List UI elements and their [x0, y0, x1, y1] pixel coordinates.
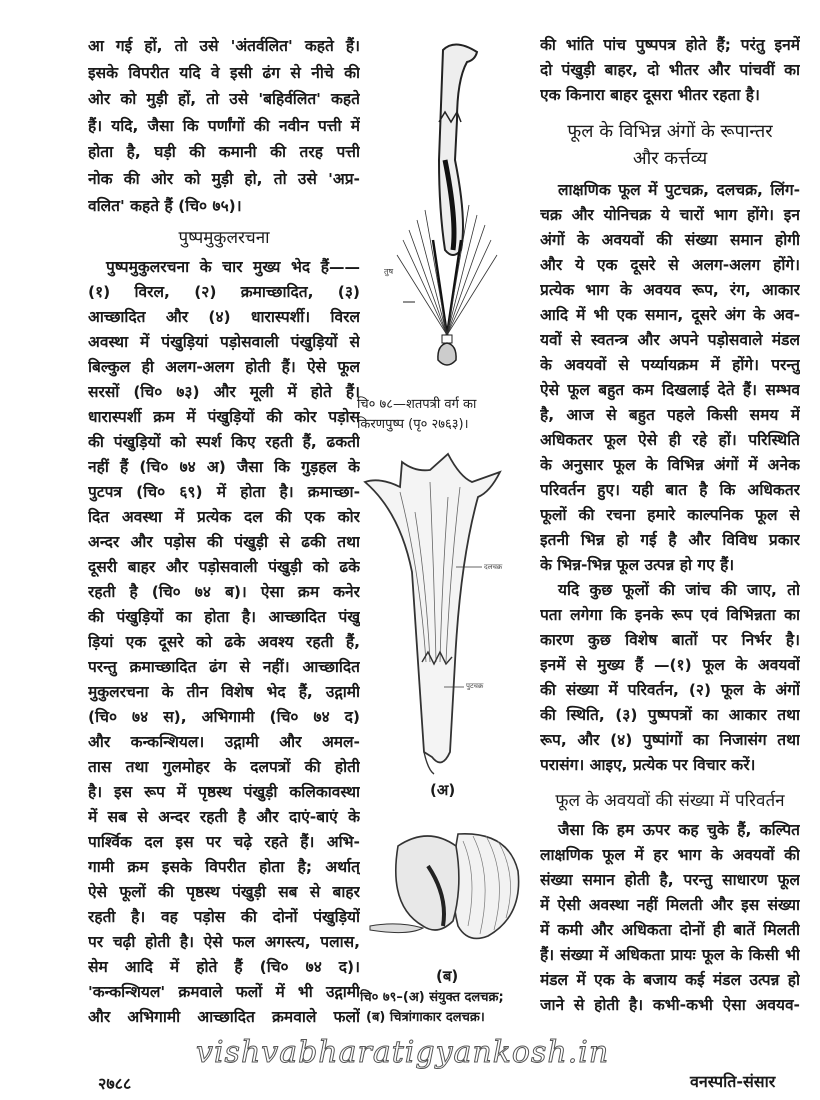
- text-line: सेम आदि में होते हैं (चि० ७४ द)।: [88, 958, 360, 977]
- text-line: (चि० ७४ स), अभिगामी (चि० ७४ द): [88, 708, 360, 727]
- text-line: वलित' कहते हैं (चि० ७५)।: [88, 196, 242, 215]
- text-line: मंडल में एक के बजाय कई मंडल उत्पन्न हो: [540, 971, 800, 989]
- text-line: परासंग। आइए, प्रत्येक पर विचार करें।: [540, 756, 756, 774]
- text-line: यदि कुछ फूलों की जांच की जाए, तो: [558, 581, 800, 599]
- text-line: एक किनारा बाहर दूसरा भीतर रहता है।: [540, 86, 760, 104]
- section-heading-number-change: फूल के अवयवों की संख्या में परिवर्तन: [555, 791, 785, 811]
- caption-line: (ब) चित्रांगाकार दलचक्र।: [366, 1010, 485, 1025]
- text-line: अन्दर और पड़ोस की पंखुड़ी से ढकी तथा: [88, 533, 360, 552]
- text-line: में ऐसी अवस्था नहीं मिलती और इस संख्या: [540, 896, 800, 914]
- text-line: के अनुसार फूल के विभिन्न अंगों में अनेक: [540, 456, 800, 474]
- text-line: गामी क्रम इसके विपरीत होता है; अर्थात्: [88, 858, 360, 877]
- right-para-2: [540, 178, 800, 578]
- text-line: बिल्कुल ही अलग-अलग होती हैं। ऐसे फूल: [88, 358, 360, 377]
- text-line: नहीं हैं (चि० ७४ अ) जैसा कि गुड़हल के: [88, 458, 360, 477]
- section-heading-modifications: [540, 118, 800, 172]
- figure-79a-gamopetalous-corolla: [360, 452, 520, 777]
- text-line: के भिन्न-भिन्न फूल उत्पन्न हो गए हैं।: [540, 556, 735, 574]
- text-line: कारण कुछ विशेष बातों पर निर्भर है।: [540, 631, 800, 649]
- text-line: की पंखुड़ियों को स्पर्श किए रहती हैं, ढकती: [88, 433, 360, 452]
- caption-line: चि० ७८—शतपत्री वर्ग का: [357, 397, 477, 412]
- text-line: ऐसे फूलों की पृष्ठस्थ पंखुड़ी सब से बाहर: [88, 883, 360, 902]
- figure-78-part-label: तुष: [384, 267, 394, 276]
- right-para-3: [540, 578, 800, 778]
- figure-79b-papilionaceous-corolla: [368, 826, 528, 956]
- text-line: ड़ियां एक दूसरे को ढके अवश्य रहती हैं,: [88, 633, 360, 652]
- text-line: की पंखुड़ियों का होता है। आच्छादित पंखु: [88, 608, 360, 627]
- left-para-1: [88, 33, 360, 219]
- text-line: फूलों की रचना हमारे काल्पनिक फूल से: [540, 506, 800, 524]
- text-line: दो पंखुड़ी बाहर, दो भीतर और पांचवीं का: [540, 61, 800, 79]
- text-line: है। इस रूप में पृष्ठस्थ पंखुड़ी कलिकावस्था: [88, 783, 360, 802]
- caption-line: किरणपुष्प (पृ० २७६३)।: [357, 417, 469, 432]
- text-line: की स्थिति, (३) पुष्पपत्रों का आकार तथा: [540, 706, 800, 724]
- text-line: में सब से अन्दर रहती है और दाएं-बाएं के: [88, 808, 360, 827]
- text-line: अधिकतर फूल ऐसे ही रहे हों। परिस्थिति: [540, 431, 800, 449]
- text-line: अंगों के अवयवों की संख्या समान होगी: [540, 231, 800, 249]
- figure-79a-label-calyx: पुटचक्र: [466, 682, 484, 690]
- text-line: आदि में भी एक समान, दूसरे अंग के अव-: [540, 306, 800, 324]
- text-line: लाक्षणिक फूल में पुटचक्र, दलचक्र, लिंग-: [558, 181, 800, 199]
- figure-78-caption: [357, 395, 476, 435]
- text-line: दित अवस्था में प्रत्येक दल की एक कोर: [88, 508, 360, 527]
- text-line: के अवयवों से पर्य्यायक्रम में होंगे। परन्तु: [540, 356, 800, 374]
- text-line: लाक्षणिक फूल में हर भाग के अवयवों की: [540, 846, 800, 864]
- text-line: अवस्था में पंखुड़ियां पड़ोसवाली पंखुड़ियों से: [88, 333, 360, 352]
- text-line: और ये एक दूसरे से अलग-अलग होंगे।: [540, 256, 800, 274]
- text-line: ऐसे फूल बहुत कम दिखलाई देते हैं। सम्भव: [540, 381, 800, 399]
- text-line: 'कन्कन्शियल' क्रमवाले फलों में भी उद्गामी: [88, 983, 360, 1002]
- text-line: (१) विरल, (२) क्रमाच्छादित, (३): [88, 283, 360, 302]
- text-line: तास तथा गुलमोहर के दलपत्रों की होती: [88, 758, 360, 777]
- text-line: आ गई हों, तो उसे 'अंतर्वलित' कहते हैं।: [88, 37, 360, 55]
- text-line: पर चढ़ी होती है। ऐसे फल अगस्त्य, पलास,: [88, 933, 360, 952]
- text-line: सरसों (चि० ७३) और मूली में होते हैं।: [88, 383, 360, 402]
- text-line: परन्तु क्रमाच्छादित ढंग से नहीं। आच्छादित: [88, 658, 360, 677]
- text-line: पुटपत्र (चि० ६९) में होता है। क्रमाच्छा-: [88, 483, 360, 502]
- figure-78-ray-floret: [395, 40, 505, 370]
- text-line: है, आज से बहुत पहले किसी समय में: [540, 406, 800, 424]
- text-line: रहती है। वह पड़ोस की दोनों पंखुड़ियों: [88, 908, 360, 927]
- text-line: रहती है (चि० ७४ ब)। ऐसा क्रम कनेर: [88, 583, 360, 602]
- figure-79a-label: (अ): [430, 781, 456, 799]
- text-line: होता है, घड़ी की कमानी की तरह पत्ती: [88, 143, 360, 162]
- right-para-1: [540, 33, 800, 108]
- text-line: ओर को मुड़ी हों, तो उसे 'बहिर्वलित' कहते: [88, 90, 360, 109]
- text-line: इसके विपरीत यदि वे इसी ढंग से नीचे की: [88, 63, 360, 82]
- figure-79-caption: [360, 988, 504, 1028]
- text-line: संख्या समान होती है, परन्तु साधारण फूल: [540, 871, 800, 889]
- text-line: की संख्या में परिवर्तन, (२) फूल के अंगों: [540, 681, 800, 699]
- left-para-2: [88, 255, 360, 1030]
- text-line: पार्श्विक दल इस पर चढ़े रहते हैं। अभि-: [88, 833, 360, 852]
- text-line: में कमी और अधिकता दोनों ही बातें मिलती: [540, 921, 800, 939]
- text-line: दूसरी बाहर और पड़ोसवाली पंखुड़ी को ढके: [88, 558, 360, 577]
- text-line: हैं। यदि, जैसा कि पर्णांगों की नवीन पत्ती में: [88, 116, 360, 135]
- text-line: जाने से होती है। कभी-कभी ऐसा अवयव-: [540, 996, 800, 1014]
- text-line: पता लगेगा कि इनके रूप एवं विभिन्नता का: [540, 606, 800, 624]
- text-line: इनमें से मुख्य हैं —(१) फूल के अवयवों: [540, 656, 800, 674]
- left-column: [88, 33, 360, 1030]
- section-heading-pushpamukularachna: पुष्पमुकुलरचना: [178, 228, 270, 249]
- text-line: नोक की ओर को मुड़ी हो, तो उसे 'अप्र-: [88, 169, 360, 188]
- right-para-4: [540, 818, 800, 1018]
- text-line: और कन्कन्शियल। उद्गामी और अमल-: [88, 733, 360, 752]
- heading-line: और कर्त्तव्य: [632, 148, 708, 169]
- text-line: और अभिगामी आच्छादित क्रमवाले फलों: [88, 1008, 360, 1027]
- figure-79a-label-corolla: दलचक्र: [484, 563, 503, 571]
- text-line: जैसा कि हम ऊपर कह चुके हैं, कल्पित: [558, 821, 800, 839]
- text-line: धारास्पर्शी क्रम में पंखुड़ियों की कोर पड़ोस: [88, 408, 360, 427]
- text-line: यवों से स्वतन्त्र और अपने पड़ोसवाले मंडल: [540, 331, 800, 349]
- text-line: प्रत्येक भाग के अवयव रूप, रंग, आकार: [540, 281, 800, 299]
- text-line: की भांति पांच पुष्पपत्र होते हैं; परंतु इनमें: [540, 36, 800, 54]
- right-column: [540, 33, 800, 1018]
- caption-line: चि० ७९–(अ) संयुक्त दलचक्र;: [360, 990, 504, 1005]
- text-line: चक्र और योनिचक्र ये चारों भाग होंगे। इन: [540, 206, 800, 224]
- heading-line: फूल के विभिन्न अंगों के रूपान्तर: [567, 121, 773, 142]
- text-line: रूप, और (४) पुष्पांगों का निजासंग तथा: [540, 731, 800, 749]
- text-line: परिवर्तन हुए। यही बात है कि अधिकतर: [540, 481, 800, 499]
- watermark: vishvabharatigyankosh.in: [196, 1035, 610, 1070]
- page-number: २७८८: [98, 1074, 132, 1093]
- text-line: मुकुलरचना के तीन विशेष भेद हैं, उद्गामी: [88, 683, 360, 702]
- book-title: वनस्पति-संसार: [690, 1072, 776, 1091]
- text-line: आच्छादित और (४) धारास्पर्शी। विरल: [88, 308, 360, 327]
- text-line: पुष्पमुकुलरचना के चार मुख्य भेद हैं——: [106, 258, 360, 277]
- text-line: हैं। संख्या में अधिकता प्रायः फूल के किसी भी: [540, 946, 800, 964]
- text-line: इतनी भिन्न हो गई है और विविध प्रकार: [540, 531, 800, 549]
- figure-79b-label: (ब): [436, 967, 459, 985]
